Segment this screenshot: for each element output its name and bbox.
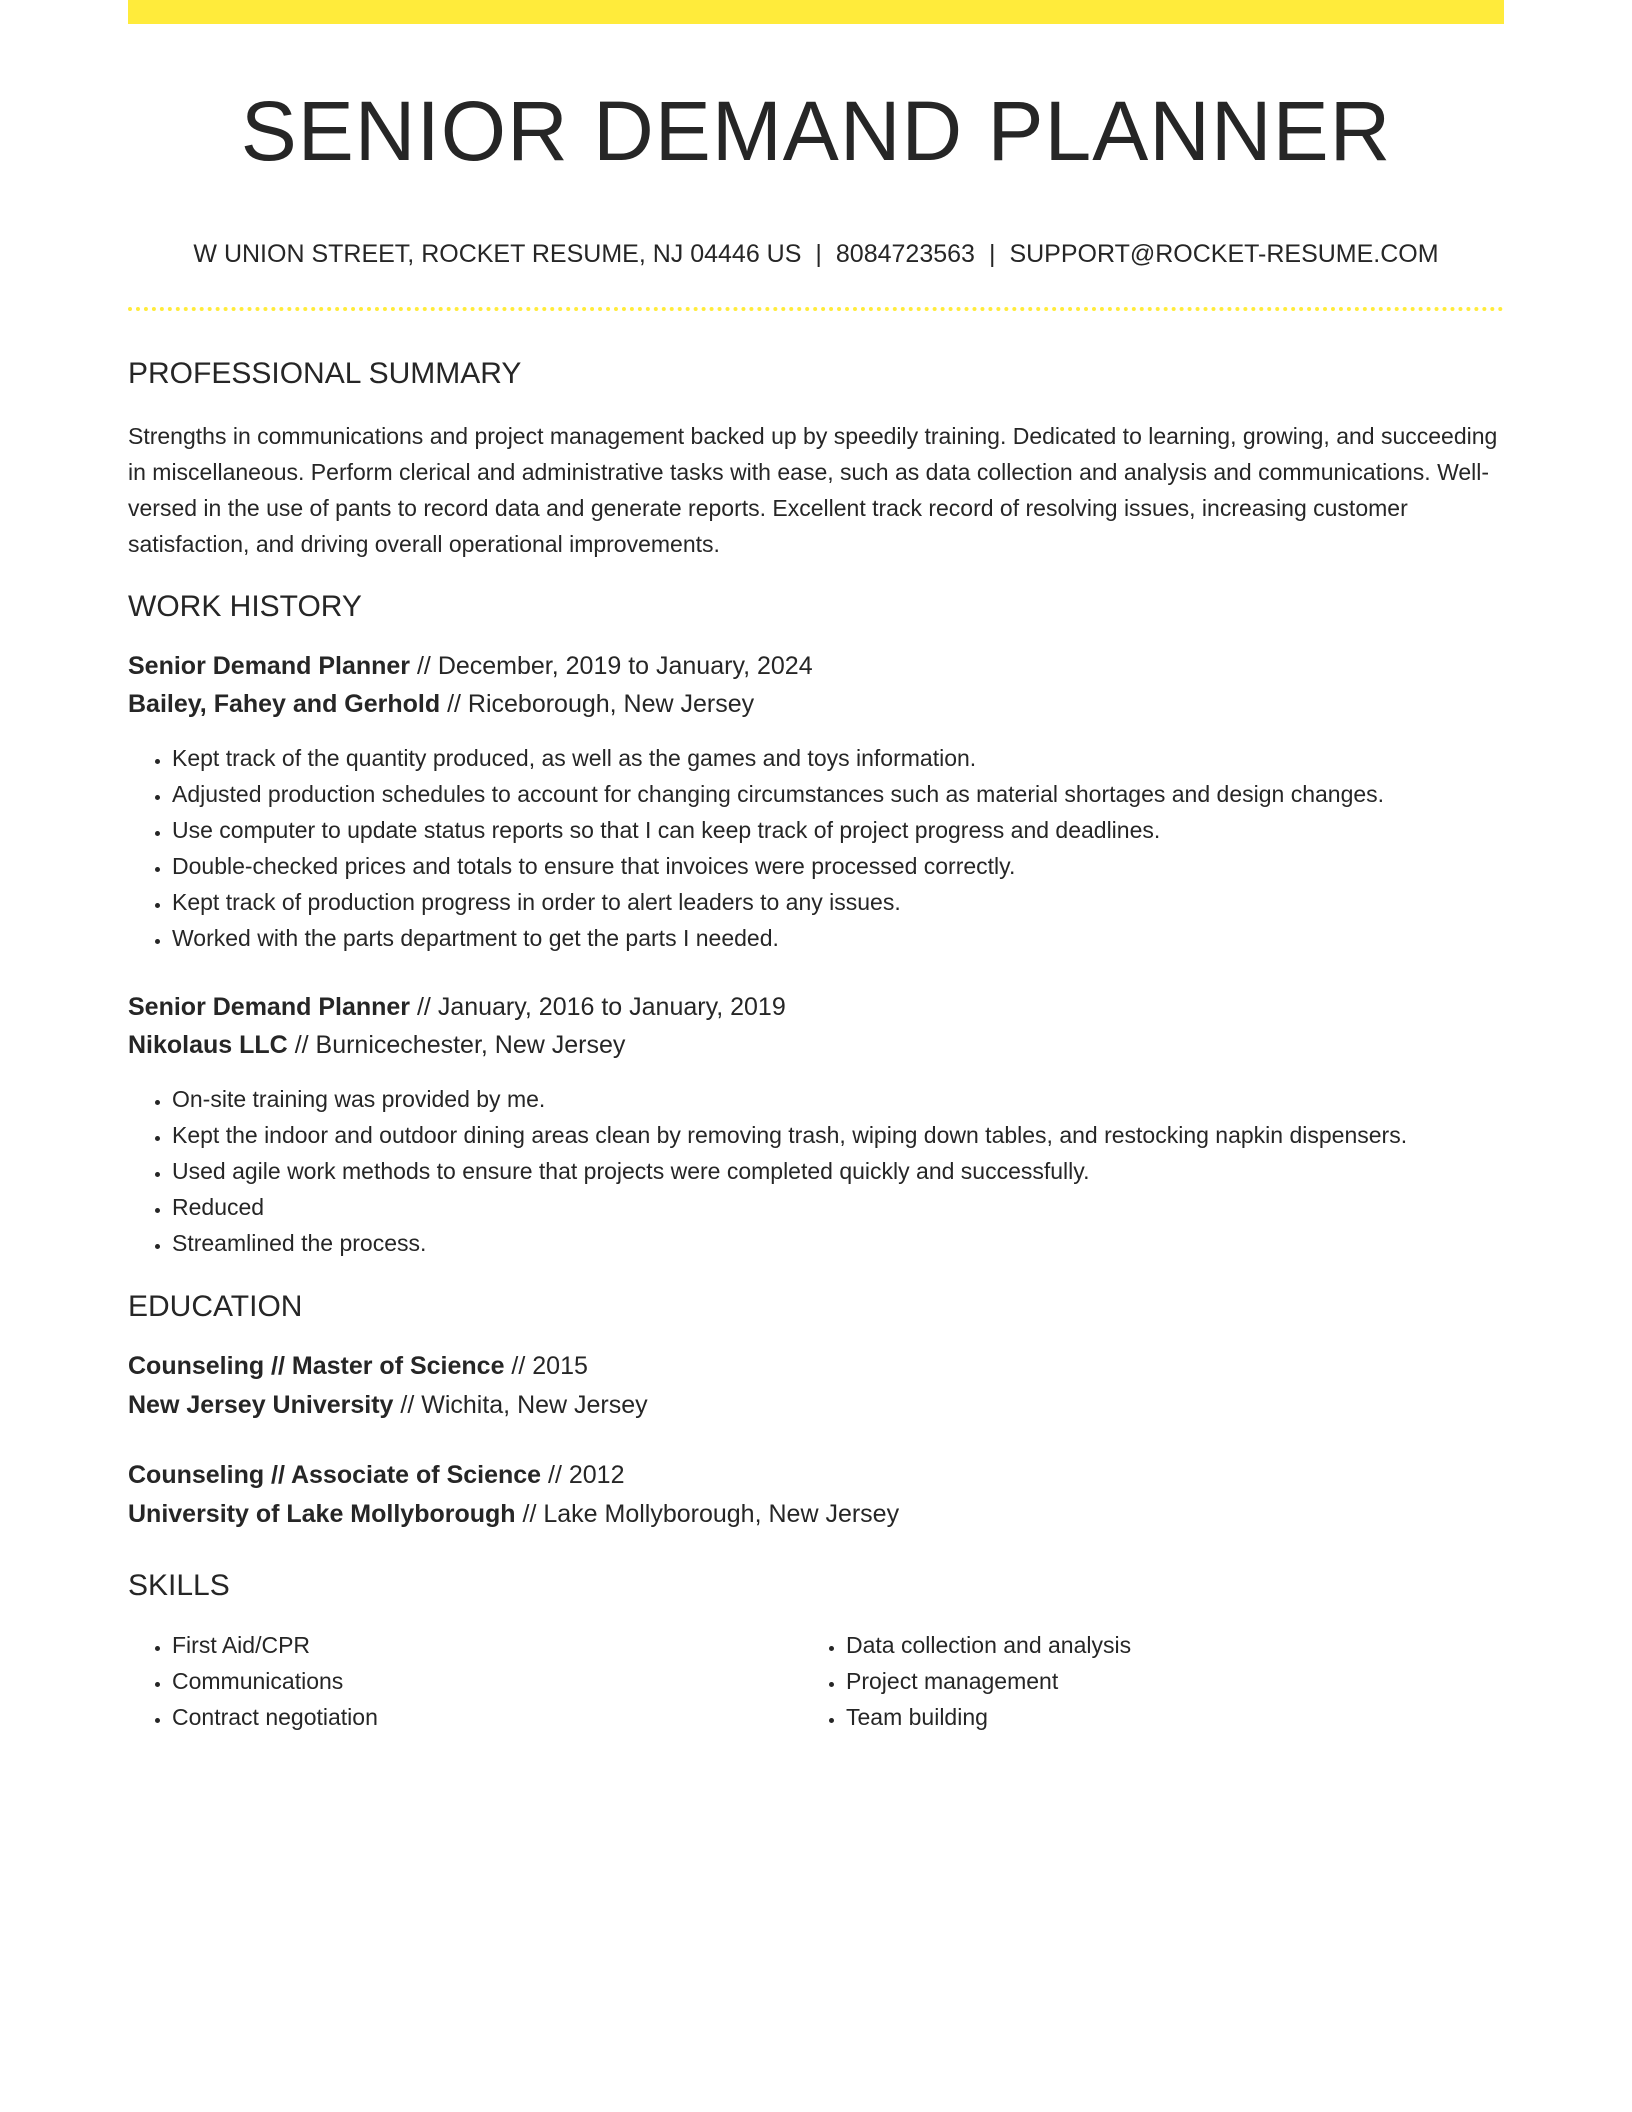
education-school-line <box>128 1386 648 1424</box>
job-title-line <box>128 647 813 685</box>
skill-item: • First Aid/CPR <box>172 1627 802 1663</box>
work-history-heading: WORK HISTORY <box>128 590 362 623</box>
contact-address: W UNION STREET, ROCKET RESUME, NJ 04446 US <box>193 240 802 268</box>
skill-item: • Contract negotiation <box>172 1699 802 1735</box>
list-item: • Kept track of the quantity produced, as well as the games and toys information. <box>172 740 1504 776</box>
skills-list-right <box>802 1627 1504 1735</box>
education-degree-line <box>128 1347 588 1385</box>
list-item: • Used agile work methods to ensure that projects were completed quickly and successfully. <box>172 1153 1504 1189</box>
education-location: // Lake Mollyborough, New Jersey <box>515 1500 900 1528</box>
list-item: • On-site training was provided by me. <box>172 1081 1504 1117</box>
contact-separator: | <box>988 240 996 268</box>
job-bullets <box>128 1081 1504 1261</box>
education-school: New Jersey University <box>128 1391 394 1419</box>
summary-text: Strengths in communications and project management backed up by speedily training. Dedicated to learning, growing, and succeeding in miscellaneous. Perform clerical and administrative tasks with ease, such as data collection and analysis and communications. Well-versed in the use of pants to record data and generate reports. Excellent track record of resolving issues, increasing customer satisfaction, and driving overall operational improvements. <box>128 423 1498 557</box>
job-title-line <box>128 988 786 1026</box>
list-item: • Worked with the parts department to get the parts I needed. <box>172 920 1504 956</box>
education-school-line <box>128 1495 899 1533</box>
list-item: • Reduced <box>172 1189 1504 1225</box>
list-item: • Use computer to update status reports so that I can keep track of project progress and deadlines. <box>172 812 1504 848</box>
contact-phone: 8084723563 <box>835 240 975 268</box>
list-item: • Kept the indoor and outdoor dining areas clean by removing trash, wiping down tables, and restocking napkin dispensers. <box>172 1117 1504 1153</box>
contact-separator: | <box>815 240 822 268</box>
skill-item: • Project management <box>846 1663 1504 1699</box>
job-company: Nikolaus LLC <box>128 1031 288 1059</box>
education-degree-line <box>128 1456 624 1494</box>
contact-email: SUPPORT@ROCKET-RESUME.COM <box>1009 240 1439 268</box>
resume-title: SENIOR DEMAND PLANNER <box>240 84 1392 178</box>
education-year: // 2012 <box>541 1461 625 1489</box>
job-dates: // December, 2019 to January, 2024 <box>410 652 813 680</box>
education-degree: Counseling // Associate of Science <box>128 1461 542 1489</box>
skill-item: • Communications <box>172 1663 802 1699</box>
list-item: • Streamlined the process. <box>172 1225 1504 1261</box>
education-heading: EDUCATION <box>128 1290 303 1323</box>
skills-heading: SKILLS <box>128 1569 230 1602</box>
skill-item: • Team building <box>846 1699 1504 1735</box>
education-school: University of Lake Mollyborough <box>128 1500 516 1528</box>
list-item: • Kept track of production progress in order to alert leaders to any issues. <box>172 884 1504 920</box>
education-location: // Wichita, New Jersey <box>393 1391 648 1419</box>
top-accent-bar <box>128 0 1504 24</box>
summary-heading: PROFESSIONAL SUMMARY <box>128 357 522 390</box>
header-divider <box>128 307 1504 311</box>
education-degree: Counseling // Master of Science <box>128 1352 505 1380</box>
skill-item: • Data collection and analysis <box>846 1627 1504 1663</box>
job-location: // Riceborough, New Jersey <box>440 690 755 718</box>
contact-line <box>128 236 1504 272</box>
job-company-line <box>128 1026 625 1064</box>
job-dates: // January, 2016 to January, 2019 <box>410 993 786 1021</box>
skills-list-left <box>128 1627 802 1735</box>
job-company-line <box>128 685 754 723</box>
job-title: Senior Demand Planner <box>128 993 411 1021</box>
job-title: Senior Demand Planner <box>128 652 411 680</box>
education-year: // 2015 <box>504 1352 588 1380</box>
list-item: • Double-checked prices and totals to ensure that invoices were processed correctly. <box>172 848 1504 884</box>
job-company: Bailey, Fahey and Gerhold <box>128 690 441 718</box>
job-bullets <box>128 740 1504 956</box>
job-location: // Burnicechester, New Jersey <box>287 1031 626 1059</box>
list-item: • Adjusted production schedules to account for changing circumstances such as material shortages and design changes. <box>172 776 1504 812</box>
